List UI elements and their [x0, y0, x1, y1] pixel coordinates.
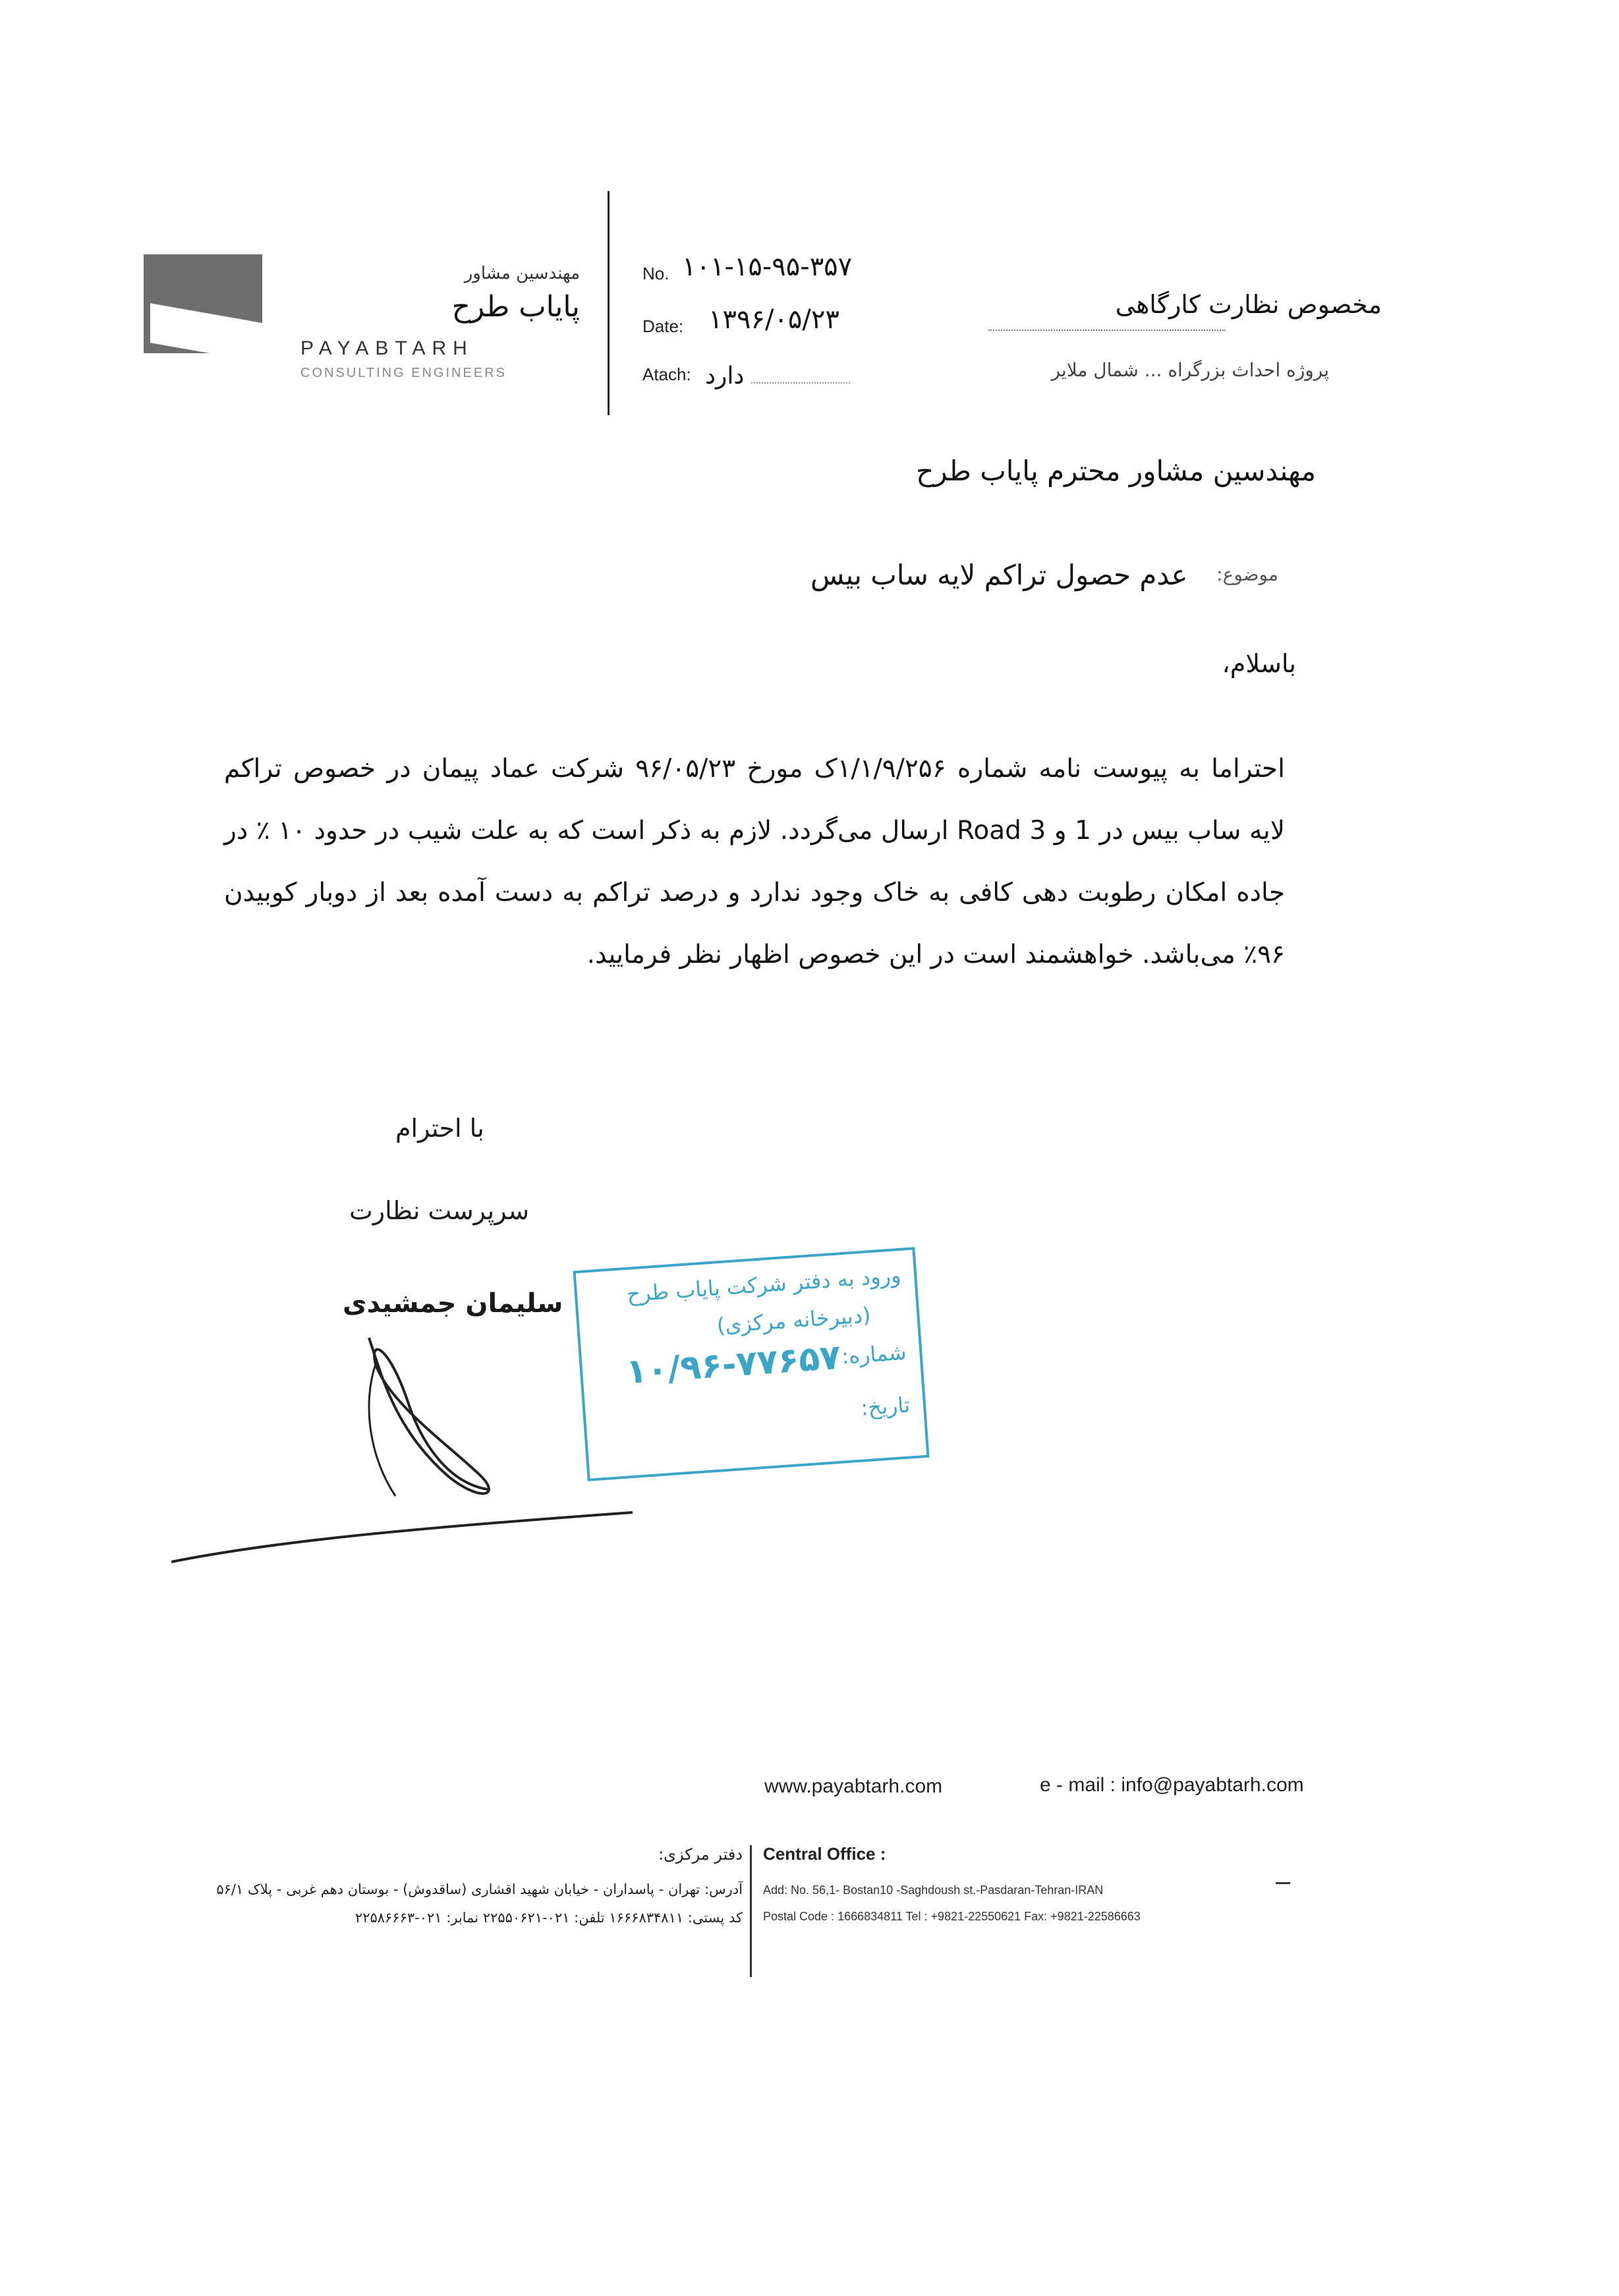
attachment-value: دارد: [705, 362, 745, 389]
closing: با احترام: [395, 1114, 484, 1143]
addressee: مهندسین مشاور محترم پایاب طرح: [916, 455, 1316, 487]
greeting: باسلام،: [1222, 649, 1296, 678]
handwritten-signature: [171, 1325, 646, 1575]
signer-title: سرپرست نظارت: [349, 1196, 530, 1225]
en-address: Add: No. 56,1- Bostan10 -Saghdoush st.-Pasdaran-Tehran-IRAN: [763, 1883, 1104, 1897]
header-divider: [608, 191, 610, 415]
fa-postal-info: کد پستی: ۱۶۶۶۸۳۴۸۱۱ تلفن: ۰۲۱-۲۲۵۵۰۶۲۱ نمابر: ۰۲۱-۲۲۵۸۶۶۶۳: [355, 1910, 743, 1926]
fa-address: آدرس: تهران - پاسداران - خیابان شهید اقشاری (ساقدوش) - بوستان دهم غربی - پلاک ۵۶/۱: [216, 1881, 743, 1897]
letter-date: ۱۳۹۶/۰۵/۲۳: [708, 304, 839, 335]
project-name: پروژه احداث بزرگراه ... شمال ملایر: [1051, 359, 1329, 381]
en-postal-info: Postal Code : 1666834811 Tel : +9821-22550621 Fax: +9821-22586663: [763, 1910, 1141, 1923]
confidential-dotted-line: [988, 330, 1226, 331]
subject: عدم حصول تراکم لایه ساب بیس: [810, 559, 1188, 591]
confidential-heading: مخصوص نظارت کارگاهی: [1115, 290, 1382, 319]
signer-name: سلیمان جمشیدی: [343, 1288, 563, 1319]
website-link[interactable]: www.payabtarh.com: [764, 1775, 943, 1797]
firm-logo: [144, 254, 262, 386]
footer-divider: [750, 1845, 752, 1977]
number-label: No.: [642, 264, 669, 283]
firm-latin-subtitle: CONSULTING ENGINEERS: [300, 366, 507, 380]
footer-dash: [1276, 1882, 1290, 1884]
stamp-date-label: تاریخ:: [860, 1392, 911, 1421]
en-office-label: Central Office :: [763, 1844, 886, 1864]
stamp-number-label: شماره:: [841, 1339, 907, 1369]
date-label: Date:: [642, 316, 684, 336]
email-link[interactable]: e - mail : info@payabtarh.com: [1040, 1774, 1304, 1796]
firm-latin-name: PAYABTARH: [300, 337, 474, 359]
fa-office-label: دفتر مرکزی:: [658, 1845, 743, 1864]
stamp-heading: ورود به دفتر شرکت پایاب طرح: [626, 1262, 902, 1307]
attachment-label: Atach:: [642, 364, 691, 384]
stamp-office: (دبیرخانه مرکزی): [716, 1302, 872, 1338]
letter-body: احتراما به پیوست نامه شماره ۱/۱/۹/۲۵۶ک مورخ ۹۶/۰۵/۲۳ شرکت عماد پیمان در خصوص تراکم لایه ساب بیس در 1 و Road 3 ارسال می‌گردد. لازم به ذکر است که به علت شیب در حدود ۱۰ ٪ در جاده امکان رطوبت دهی کافی به خاک وجود ندارد و درصد تراکم به دست آمده بعد از دوبار کوبیدن ۹۶٪ می‌باشد. خواهشمند است در این خصوص اظهار نظر فرمایید.: [224, 754, 1285, 969]
attachment-dotted-line: [751, 382, 850, 384]
firm-name: پایاب طرح: [451, 290, 580, 324]
letter-number: ۱۰۱-۱۵-۹۵-۳۵۷: [682, 252, 853, 282]
stamp-number: ۱۰/۹۶-۷۷۶۵۷: [625, 1337, 842, 1392]
firm-subtitle: مهندسین مشاور: [464, 264, 580, 283]
